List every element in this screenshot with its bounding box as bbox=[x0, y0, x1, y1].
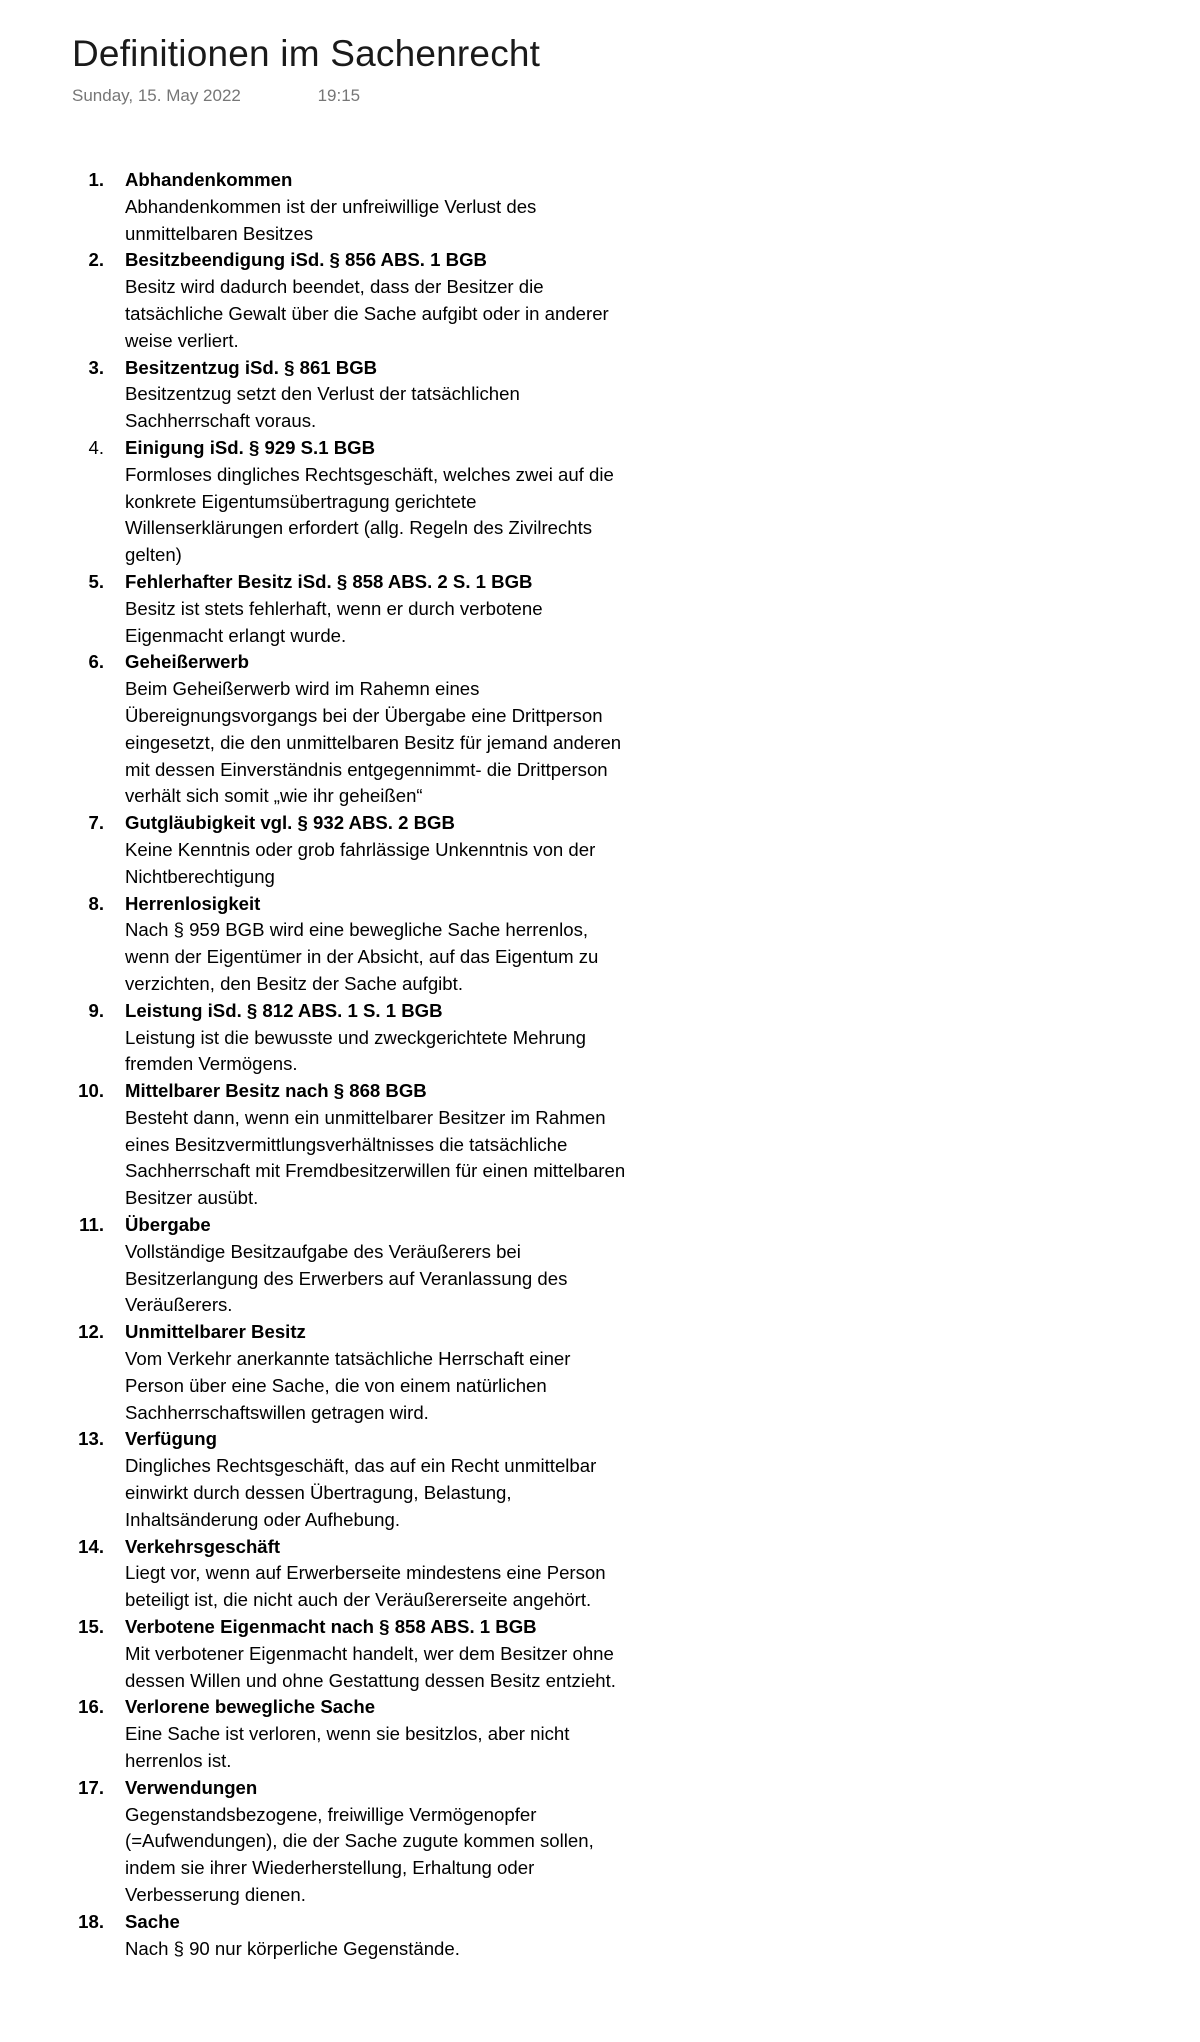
definition-item[interactable] bbox=[72, 167, 630, 247]
definition-term: Einigung iSd. § 929 S.1 BGB bbox=[125, 436, 376, 458]
definition-text: Nach § 959 BGB wird eine bewegliche Sache herrenlos, wenn der Eigentümer in der Absicht, auf das Eigentum zu verzichten, den Besitz der Sache aufgibt. bbox=[125, 919, 599, 994]
definition-number: 2. bbox=[88, 249, 104, 271]
definition-term: Verwendungen bbox=[125, 1776, 258, 1798]
definition-term: Gutgläubigkeit vgl. § 932 ABS. 2 BGB bbox=[125, 812, 455, 834]
definition-number: 10. bbox=[78, 1080, 104, 1102]
definition-item[interactable] bbox=[72, 1078, 630, 1212]
definition-term: Herrenlosigkeit bbox=[125, 892, 261, 914]
definition-text: Mit verbotener Eigenmacht handelt, wer dem Besitzer ohne dessen Willen und ohne Gestattung dessen Besitz entzieht. bbox=[125, 1642, 616, 1691]
definition-number: 14. bbox=[78, 1535, 104, 1557]
definitions-list bbox=[72, 167, 1172, 1962]
definition-item[interactable] bbox=[72, 1614, 630, 1694]
definition-text: Gegenstandsbezogene, freiwillige Vermögenopfer (=Aufwendungen), die der Sache zugute kommen sollen, indem sie ihrer Wiederherstellung, Erhaltung oder Verbesserung dienen. bbox=[125, 1803, 594, 1905]
definition-number: 13. bbox=[78, 1428, 104, 1450]
note-page bbox=[72, 28, 1172, 1962]
definition-text: Leistung ist die bewusste und zweckgerichtete Mehrung fremden Vermögens. bbox=[125, 1026, 586, 1075]
definition-text: Besteht dann, wenn ein unmittelbarer Besitzer im Rahmen eines Besitzvermittlungsverhältnisses die tatsächliche Sachherrschaft mit Fremdbesitzerwillen für einen mittelbaren Besitzer ausübt. bbox=[125, 1106, 626, 1209]
definition-item[interactable] bbox=[72, 998, 630, 1078]
definition-term: Übergabe bbox=[125, 1214, 211, 1236]
definition-item[interactable] bbox=[72, 1909, 630, 1963]
definition-item[interactable] bbox=[72, 649, 630, 810]
definition-number: 5. bbox=[88, 570, 104, 592]
definition-text: Dingliches Rechtsgeschäft, das auf ein Recht unmittelbar einwirkt durch dessen Übertragung, Belastung, Inhaltsänderung oder Aufhebung. bbox=[125, 1455, 597, 1530]
definition-text: Liegt vor, wenn auf Erwerberseite mindestens eine Person beteiligt ist, die nicht auch der Veräußererseite angehört. bbox=[125, 1562, 606, 1611]
definition-item[interactable] bbox=[72, 810, 630, 890]
definition-number: 3. bbox=[88, 356, 104, 378]
definition-term: Besitzentzug iSd. § 861 BGB bbox=[125, 356, 378, 378]
definition-item[interactable] bbox=[72, 1775, 630, 1909]
definition-term: Fehlerhafter Besitz iSd. § 858 ABS. 2 S. 1 BGB bbox=[125, 570, 533, 592]
definition-text: Vom Verkehr anerkannte tatsächliche Herrschaft einer Person über eine Sache, die von einem natürlichen Sachherrschaftswillen getragen wird. bbox=[125, 1348, 571, 1423]
definition-text: Besitzentzug setzt den Verlust der tatsächlichen Sachherrschaft voraus. bbox=[125, 383, 520, 432]
definition-term: Besitzbeendigung iSd. § 856 ABS. 1 BGB bbox=[125, 249, 487, 271]
note-date: Sunday, 15. May 2022 bbox=[72, 86, 241, 105]
definition-text: Eine Sache ist verloren, wenn sie besitzlos, aber nicht herrenlos ist. bbox=[125, 1723, 570, 1772]
definition-text: Abhandenkommen ist der unfreiwillige Verlust des unmittelbaren Besitzes bbox=[125, 195, 537, 244]
definition-number: 6. bbox=[88, 651, 104, 673]
definition-item[interactable] bbox=[72, 569, 630, 649]
definition-item[interactable] bbox=[72, 1694, 630, 1774]
definition-item[interactable] bbox=[72, 355, 630, 435]
definition-number: 7. bbox=[88, 812, 104, 834]
definition-term: Verlorene bewegliche Sache bbox=[125, 1696, 376, 1718]
definition-number: 9. bbox=[88, 999, 104, 1021]
definition-text: Formloses dingliches Rechtsgeschäft, welches zwei auf die konkrete Eigentumsübertragung gerichtete Willenserklärungen erfordert (allg. Regeln des Zivilrechts gelten) bbox=[125, 463, 614, 566]
definition-term: Sache bbox=[125, 1910, 180, 1932]
definition-text: Vollständige Besitzaufgabe des Veräußerers bei Besitzerlangung des Erwerbers auf Veranlassung des Veräußerers. bbox=[125, 1240, 568, 1316]
definition-number: 17. bbox=[78, 1776, 104, 1798]
definition-term: Verfügung bbox=[125, 1428, 217, 1450]
definition-item[interactable] bbox=[72, 247, 630, 354]
definition-item[interactable] bbox=[72, 1319, 630, 1426]
definition-item[interactable] bbox=[72, 1212, 630, 1319]
note-meta bbox=[72, 84, 1172, 108]
definition-text: Beim Geheißerwerb wird im Rahemn eines Übereignungsvorgangs bei der Übergabe eine Drittperson eingesetzt, die den unmittelbaren Besitz für jemand anderen mit dessen Einverständnis entgegennimmt- die Drittperson verhält sich somit „wie ihr geheißen“ bbox=[125, 678, 622, 807]
page-title[interactable]: Definitionen im Sachenrecht bbox=[72, 33, 541, 74]
definition-text: Keine Kenntnis oder grob fahrlässige Unkenntnis von der Nichtberechtigung bbox=[125, 838, 596, 887]
definition-term: Abhandenkommen bbox=[125, 169, 293, 190]
definition-term: Mittelbarer Besitz nach § 868 BGB bbox=[125, 1080, 427, 1102]
definition-number: 4. bbox=[88, 436, 104, 458]
definition-number: 11. bbox=[79, 1214, 104, 1236]
definition-term: Leistung iSd. § 812 ABS. 1 S. 1 BGB bbox=[125, 999, 443, 1021]
definition-item[interactable] bbox=[72, 435, 630, 569]
definition-number: 8. bbox=[88, 892, 104, 914]
definition-text: Besitz wird dadurch beendet, dass der Besitzer die tatsächliche Gewalt über die Sache aufgibt oder in anderer weise verliert. bbox=[125, 276, 609, 351]
definition-term: Verkehrsgeschäft bbox=[125, 1535, 281, 1557]
definition-term: Unmittelbarer Besitz bbox=[125, 1321, 306, 1343]
definition-item[interactable] bbox=[72, 1534, 630, 1614]
definition-number: 12. bbox=[78, 1321, 104, 1343]
definition-number: 18. bbox=[78, 1910, 104, 1932]
definition-item[interactable] bbox=[72, 891, 630, 998]
definition-term: Verbotene Eigenmacht nach § 858 ABS. 1 BGB bbox=[125, 1616, 537, 1638]
definition-text: Nach § 90 nur körperliche Gegenstände. bbox=[125, 1937, 460, 1959]
definition-term: Geheißerwerb bbox=[125, 651, 250, 673]
definition-text: Besitz ist stets fehlerhaft, wenn er durch verbotene Eigenmacht erlangt wurde. bbox=[125, 597, 543, 646]
definition-number: 15. bbox=[78, 1616, 104, 1638]
definition-number: 1. bbox=[88, 169, 104, 190]
definition-number: 16. bbox=[78, 1696, 104, 1718]
note-time: 19:15 bbox=[317, 86, 361, 105]
definition-item[interactable] bbox=[72, 1426, 630, 1533]
